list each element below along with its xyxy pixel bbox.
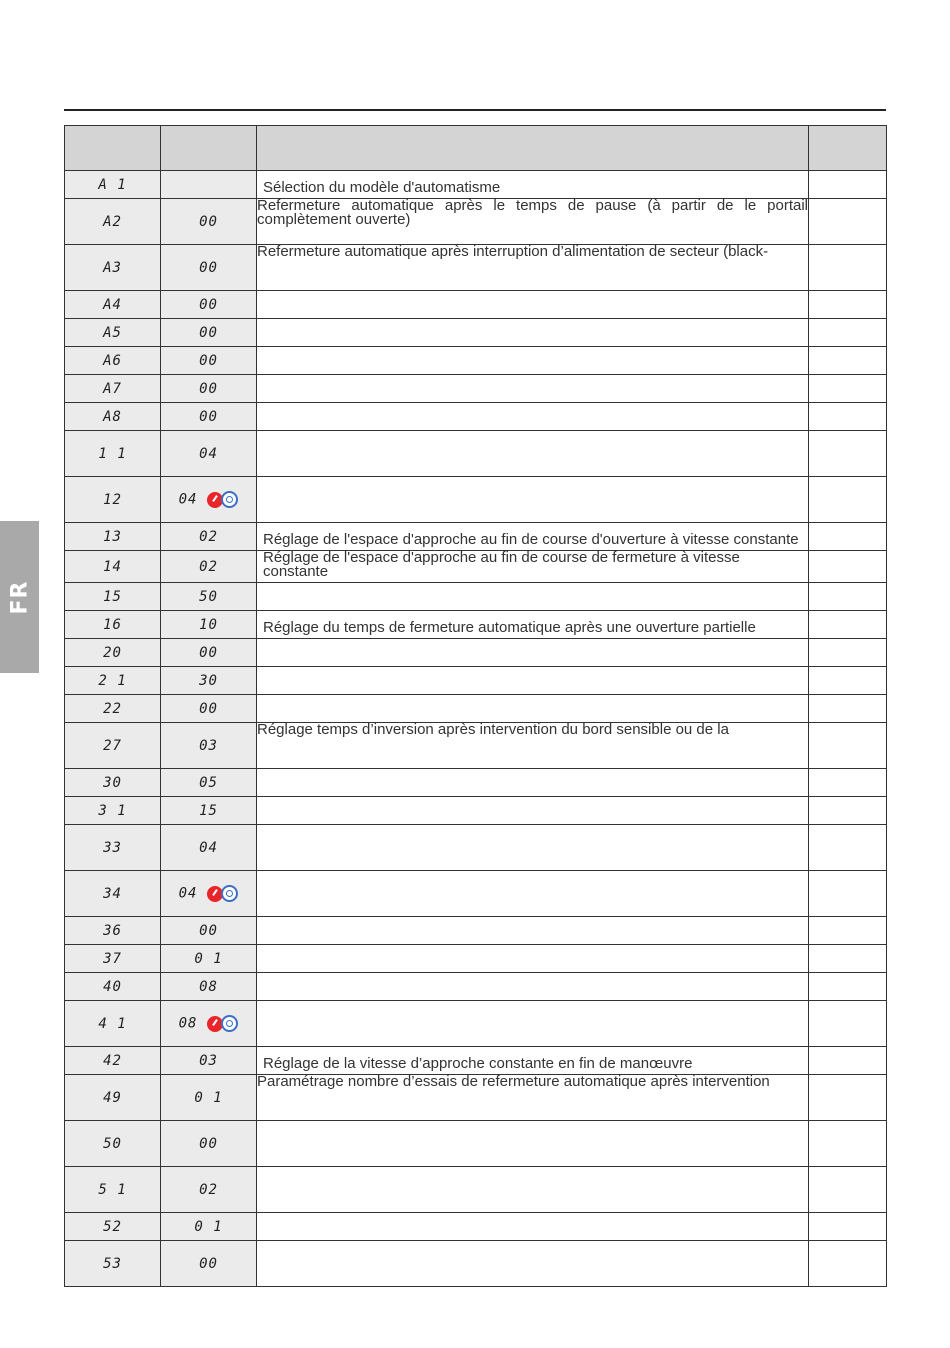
parameter-code: 36 [65, 917, 161, 945]
default-value [161, 291, 257, 319]
table-row [65, 431, 887, 477]
default-value [161, 403, 257, 431]
table-row [65, 523, 887, 551]
default-value-text: 03 [199, 1052, 218, 1069]
parameter-description [257, 375, 809, 403]
default-value [161, 797, 257, 825]
parameter-description [257, 1241, 809, 1287]
parameter-extra [809, 825, 887, 871]
parameter-extra [809, 403, 887, 431]
parameter-description [257, 769, 809, 797]
parameter-extra [809, 477, 887, 523]
parameter-code: 14 [65, 551, 161, 583]
default-value-text: 08 [199, 978, 218, 995]
parameter-description [257, 825, 809, 871]
parameter-extra [809, 667, 887, 695]
parameter-extra [809, 1001, 887, 1047]
parameter-description [257, 291, 809, 319]
header-cell-code [65, 126, 161, 171]
parameter-extra [809, 551, 887, 583]
parameter-description [257, 695, 809, 723]
parameter-description: Réglage du temps de fermeture automatique après une ouverture partielle [257, 611, 809, 639]
table-row [65, 1241, 887, 1287]
parameter-code: 1 1 [65, 431, 161, 477]
parameter-description [257, 403, 809, 431]
table-row [65, 1047, 887, 1075]
default-value [161, 319, 257, 347]
default-value-text: 15 [199, 802, 218, 819]
table-header-row [65, 126, 887, 171]
header-cell-default [161, 126, 257, 171]
parameter-description [257, 945, 809, 973]
parameter-extra [809, 769, 887, 797]
parameter-code: 40 [65, 973, 161, 1001]
parameter-code: 49 [65, 1075, 161, 1121]
parameter-description [257, 1213, 809, 1241]
speed-mode-icons [207, 1015, 238, 1032]
header-cell-description [257, 126, 809, 171]
default-value-text: 04 [178, 491, 198, 508]
table-row [65, 639, 887, 667]
table-row [65, 667, 887, 695]
table-row [65, 245, 887, 291]
parameter-extra [809, 1241, 887, 1287]
parameter-code: A2 [65, 199, 161, 245]
default-value [161, 945, 257, 973]
header-cell-extra [809, 126, 887, 171]
cycle-icon [221, 885, 238, 902]
parameter-extra [809, 347, 887, 375]
table-row [65, 1121, 887, 1167]
table-row [65, 171, 887, 199]
table-row [65, 825, 887, 871]
table-row [65, 347, 887, 375]
parameter-description [257, 667, 809, 695]
top-rule [64, 109, 886, 111]
parameter-code: 33 [65, 825, 161, 871]
default-value-text: 00 [199, 644, 218, 661]
parameter-extra [809, 611, 887, 639]
parameter-description [257, 917, 809, 945]
default-value-text: 04 [199, 839, 218, 856]
table-row [65, 723, 887, 769]
parameter-code: 42 [65, 1047, 161, 1075]
parameter-extra [809, 1075, 887, 1121]
parameter-code: 5 1 [65, 1167, 161, 1213]
parameter-description: Refermeture automatique après interruption d’alimentation de secteur (black- [257, 245, 809, 291]
table-row [65, 769, 887, 797]
table-row [65, 375, 887, 403]
default-value [161, 477, 257, 523]
default-value-text: 00 [199, 1255, 218, 1272]
default-value [161, 523, 257, 551]
default-value-text: 00 [199, 380, 218, 397]
parameter-code: 30 [65, 769, 161, 797]
default-value [161, 1047, 257, 1075]
parameter-description [257, 319, 809, 347]
parameter-extra [809, 583, 887, 611]
parameter-description [257, 973, 809, 1001]
parameter-extra [809, 375, 887, 403]
default-value-text: 30 [199, 672, 218, 689]
parameter-extra [809, 431, 887, 477]
parameter-code: A8 [65, 403, 161, 431]
parameter-description: Réglage de la vitesse d’approche constante en fin de manœuvre [257, 1047, 809, 1075]
default-value [161, 199, 257, 245]
default-value-text: 00 [199, 213, 218, 230]
parameter-extra [809, 171, 887, 199]
default-value-text: 50 [199, 588, 218, 605]
parameter-extra [809, 723, 887, 769]
table-row [65, 611, 887, 639]
default-value-text: 04 [178, 885, 198, 902]
table-row [65, 917, 887, 945]
parameter-description: Réglage temps d’inversion après intervention du bord sensible ou de la [257, 723, 809, 769]
parameter-code: 3 1 [65, 797, 161, 825]
parameter-code: A4 [65, 291, 161, 319]
default-value [161, 917, 257, 945]
default-value [161, 1241, 257, 1287]
parameter-extra [809, 291, 887, 319]
default-value [161, 347, 257, 375]
table-body [65, 171, 887, 1287]
table-row [65, 871, 887, 917]
parameter-code: 13 [65, 523, 161, 551]
parameter-description [257, 1167, 809, 1213]
default-value [161, 583, 257, 611]
table-row [65, 319, 887, 347]
default-value [161, 375, 257, 403]
default-value-text: 0 1 [194, 1089, 223, 1106]
default-value [161, 723, 257, 769]
default-value [161, 973, 257, 1001]
default-value-text: 00 [199, 922, 218, 939]
parameter-description: Refermeture automatique après le temps de pause (à partir de le portail complètement ouverte) [257, 199, 809, 245]
parameter-description: Réglage de l'espace d'approche au fin de course d'ouverture à vitesse constante [257, 523, 809, 551]
parameter-code: 52 [65, 1213, 161, 1241]
speed-mode-icons [207, 491, 238, 508]
parameter-description: Sélection du modèle d'automatisme [257, 171, 809, 199]
default-value-text: 00 [199, 408, 218, 425]
parameter-code: 37 [65, 945, 161, 973]
default-value-text: 10 [199, 616, 218, 633]
table-row [65, 403, 887, 431]
parameter-code: 50 [65, 1121, 161, 1167]
parameter-code: A3 [65, 245, 161, 291]
parameter-code: 20 [65, 639, 161, 667]
parameter-extra [809, 945, 887, 973]
parameter-description [257, 347, 809, 375]
default-value [161, 825, 257, 871]
parameter-code: 34 [65, 871, 161, 917]
parameter-extra [809, 245, 887, 291]
parameter-extra [809, 917, 887, 945]
parameter-code: A 1 [65, 171, 161, 199]
parameter-description [257, 1001, 809, 1047]
table-row [65, 1001, 887, 1047]
default-value [161, 769, 257, 797]
parameter-code: 27 [65, 723, 161, 769]
default-value [161, 1075, 257, 1121]
table-row [65, 551, 887, 583]
speed-mode-icons [207, 885, 238, 902]
parameter-description [257, 797, 809, 825]
parameter-extra [809, 199, 887, 245]
default-value-text: 00 [199, 700, 218, 717]
parameter-extra [809, 695, 887, 723]
default-value [161, 1121, 257, 1167]
parameter-extra [809, 973, 887, 1001]
parameter-code: A7 [65, 375, 161, 403]
default-value [161, 1167, 257, 1213]
parameter-extra [809, 319, 887, 347]
table-row [65, 291, 887, 319]
table-row [65, 945, 887, 973]
table-row [65, 1213, 887, 1241]
parameter-code: 15 [65, 583, 161, 611]
parameter-description [257, 639, 809, 667]
default-value-text: 00 [199, 324, 218, 341]
parameter-description [257, 871, 809, 917]
parameter-code: 12 [65, 477, 161, 523]
table-row [65, 1167, 887, 1213]
parameters-table [64, 125, 887, 1287]
table-row [65, 477, 887, 523]
parameter-description [257, 431, 809, 477]
default-value [161, 1213, 257, 1241]
parameter-code: 16 [65, 611, 161, 639]
default-value-text: 0 1 [194, 1218, 223, 1235]
default-value [161, 431, 257, 477]
parameter-extra [809, 1213, 887, 1241]
default-value [161, 611, 257, 639]
default-value [161, 871, 257, 917]
default-value-text: 02 [199, 1181, 218, 1198]
parameter-extra [809, 523, 887, 551]
table-row [65, 695, 887, 723]
default-value-text: 02 [199, 528, 218, 545]
parameter-extra [809, 1047, 887, 1075]
default-value [161, 695, 257, 723]
default-value-text: 05 [199, 774, 218, 791]
default-value-text: 00 [199, 296, 218, 313]
default-value-text: 00 [199, 1135, 218, 1152]
table-row [65, 797, 887, 825]
parameter-extra [809, 639, 887, 667]
default-value [161, 551, 257, 583]
default-value [161, 667, 257, 695]
default-value [161, 1001, 257, 1047]
default-value-text: 08 [178, 1015, 198, 1032]
language-tab-label: FR [7, 580, 32, 614]
parameter-code: 2 1 [65, 667, 161, 695]
table-row [65, 199, 887, 245]
parameter-description: Réglage de l'espace d'approche au fin de course de fermeture à vitesse constante [257, 551, 809, 583]
parameter-description: Paramétrage nombre d’essais de refermeture automatique après intervention [257, 1075, 809, 1121]
parameter-code: 53 [65, 1241, 161, 1287]
parameter-extra [809, 1121, 887, 1167]
default-value-text: 03 [199, 737, 218, 754]
language-tab [0, 521, 39, 673]
parameter-extra [809, 797, 887, 825]
parameter-description [257, 583, 809, 611]
parameter-code: A6 [65, 347, 161, 375]
default-value [161, 171, 257, 199]
parameter-description [257, 1121, 809, 1167]
default-value-text: 04 [199, 445, 218, 462]
cycle-icon [221, 491, 238, 508]
table-row [65, 583, 887, 611]
cycle-icon [221, 1015, 238, 1032]
parameter-description [257, 477, 809, 523]
parameter-extra [809, 871, 887, 917]
parameter-code: A5 [65, 319, 161, 347]
parameter-code: 4 1 [65, 1001, 161, 1047]
parameter-code: 22 [65, 695, 161, 723]
table-row [65, 1075, 887, 1121]
default-value-text: 0 1 [194, 950, 223, 967]
parameter-extra [809, 1167, 887, 1213]
default-value [161, 639, 257, 667]
default-value-text: 00 [199, 352, 218, 369]
table-row [65, 973, 887, 1001]
default-value [161, 245, 257, 291]
default-value-text: 00 [199, 259, 218, 276]
default-value-text: 02 [199, 558, 218, 575]
